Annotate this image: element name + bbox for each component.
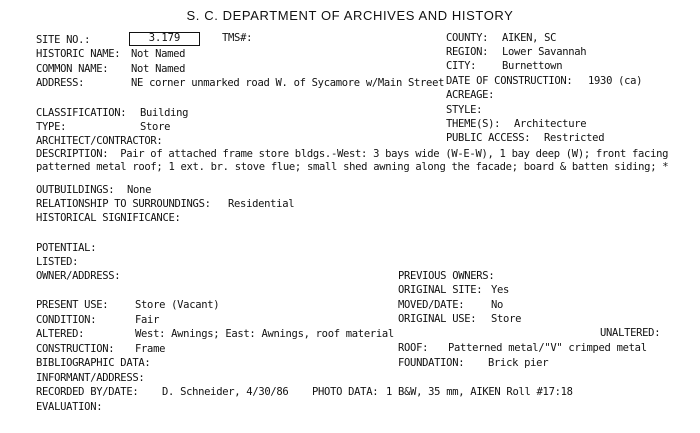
outbuildings-value: None [127, 184, 152, 196]
informant-label: INFORMANT/ADDRESS: [36, 372, 145, 384]
access-value: Restricted [544, 132, 605, 144]
altered-value: West: Awnings; East: Awnings, roof material [135, 328, 394, 340]
roof-value: Patterned metal/"V" crimped metal [448, 342, 647, 354]
description-value: Pair of attached frame store bldgs.-West: 3 bays wide (W-E-W), 1 bay deep (W); front facing patterned metal roof; 1 ext. br. stove flue; small shed awning along the facade; board & batten siding; * [36, 148, 669, 173]
condition-value: Fair [135, 314, 160, 326]
original-site-value: Yes [491, 284, 510, 296]
style-label: STYLE: [446, 104, 483, 116]
relationship-value: Residential [228, 198, 295, 210]
site-no-label: SITE NO.: [36, 34, 91, 46]
foundation-value: Brick pier [488, 357, 549, 369]
listed-label: LISTED: [36, 256, 79, 268]
city-label: CITY: [446, 60, 477, 72]
original-use-value: Store [491, 313, 522, 325]
present-use-label: PRESENT USE: [36, 299, 109, 311]
photo-label: PHOTO DATA: [312, 386, 379, 398]
theme-value: Architecture [514, 118, 587, 130]
tms-label: TMS#: [222, 32, 253, 44]
altered-label: ALTERED: [36, 328, 85, 340]
region-label: REGION: [446, 46, 489, 58]
relationship-label: RELATIONSHIP TO SURROUNDINGS: [36, 198, 211, 210]
city-value: Burnettown [502, 60, 563, 72]
moved-label: MOVED/DATE: [398, 299, 465, 311]
prev-owners-label: PREVIOUS OWNERS: [398, 270, 495, 282]
recorded-label: RECORDED BY/DATE: [36, 386, 139, 398]
common-name-value: Not Named [131, 63, 186, 75]
present-use-value: Store (Vacant) [135, 299, 220, 311]
address-value: NE corner unmarked road W. of Sycamore w/Main Street [131, 77, 445, 89]
construction-value: Frame [135, 343, 166, 355]
historic-name-label: HISTORIC NAME: [36, 48, 121, 60]
county-value: AIKEN, SC [502, 32, 557, 44]
original-use-label: ORIGINAL USE: [398, 313, 477, 325]
date-label: DATE OF CONSTRUCTION: [446, 75, 573, 87]
historic-name-value: Not Named [131, 48, 186, 60]
common-name-label: COMMON NAME: [36, 63, 109, 75]
roof-label: ROOF: [398, 342, 429, 354]
original-site-label: ORIGINAL SITE: [398, 284, 483, 296]
bibliographic-label: BIBLIOGRAPHIC DATA: [36, 357, 151, 369]
region-value: Lower Savannah [502, 46, 587, 58]
outbuildings-label: OUTBUILDINGS: [36, 184, 115, 196]
moved-value: No [491, 299, 504, 311]
description-label: DESCRIPTION: [36, 148, 109, 160]
county-label: COUNTY: [446, 32, 489, 44]
classification-value: Building [140, 107, 189, 119]
construction-label: CONSTRUCTION: [36, 343, 115, 355]
foundation-label: FOUNDATION: [398, 357, 465, 369]
acreage-label: ACREAGE: [446, 89, 495, 101]
type-label: TYPE: [36, 121, 67, 133]
photo-value: 1 B&W, 35 mm, AIKEN Roll #17:18 [386, 386, 573, 398]
recorded-value: D. Schneider, 4/30/86 [162, 386, 289, 398]
condition-label: CONDITION: [36, 314, 97, 326]
theme-label: THEME(S): [446, 118, 501, 130]
address-label: ADDRESS: [36, 77, 85, 89]
owner-label: OWNER/ADDRESS: [36, 270, 121, 282]
date-value: 1930 (ca) [588, 75, 643, 87]
potential-label: POTENTIAL: [36, 242, 97, 254]
unaltered-label: UNALTERED: [600, 327, 661, 339]
site-no-box: 3.179 [129, 32, 200, 46]
description-block [36, 148, 691, 174]
type-value: Store [140, 121, 171, 133]
classification-label: CLASSIFICATION: [36, 107, 127, 119]
evaluation-label: EVALUATION: [36, 401, 103, 413]
page-title: S. C. DEPARTMENT OF ARCHIVES AND HISTORY [186, 8, 514, 23]
access-label: PUBLIC ACCESS: [446, 132, 531, 144]
significance-label: HISTORICAL SIGNIFICANCE: [36, 212, 181, 224]
architect-label: ARCHITECT/CONTRACTOR: [36, 135, 163, 147]
